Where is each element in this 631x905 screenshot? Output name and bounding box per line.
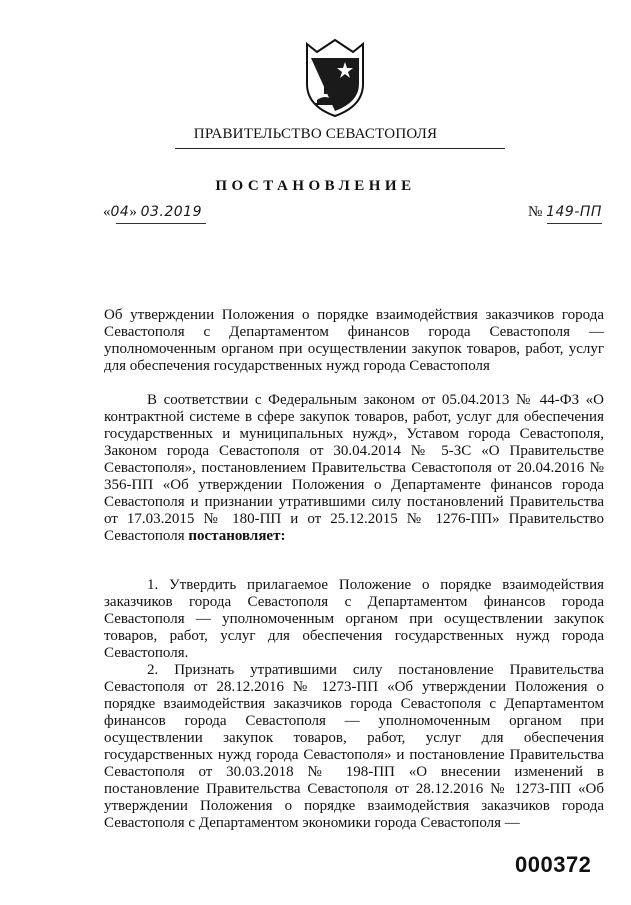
document-type: ПОСТАНОВЛЕНИЕ — [215, 178, 416, 194]
date-month-year: 03.2019 — [140, 204, 202, 220]
date-day: 04 — [110, 204, 130, 220]
number-value: 149-ПП — [546, 204, 602, 220]
list-item: 2. Признать утратившими силу постановление Правительства Севастополя от 28.12.2016 № 1273-ПП «Об утверждении Положения о порядке взаимодействия заказчиков города Севастополя с Департаментом финансов города Севастополя — уполномоченным органом при осуществлении закупок товаров, работ, услуг для обеспечения государственных нужд города Севастополя» и постановление Правительства Севастополя от 30.03.2018 № 198-ПП «О внесении изменений в постановление Правительства Севастополя от 28.12.2016 № 1273-ПП «Об утверждении Положения о порядке взаимодействия заказчиков города Севастополя с Департаментом экономики города Севастополя — — [104, 662, 604, 831]
document-date — [103, 204, 202, 221]
document-subject: Об утверждении Положения о порядке взаимодействия заказчиков города Севастополя с Департаментом финансов города Севастополя — уполномоченным органом при осуществлении закупок товаров, работ, услуг для обеспечения государственных нужд города Севастополя — [104, 307, 604, 374]
list-item: 1. Утвердить прилагаемое Положение о порядке взаимодействия заказчиков города Севастополя с Департаментом финансов города Севастополя — уполномоченным органом при осуществлении закупок товаров, работ, услуг для обеспечения государственных нужд города Севастополя. — [104, 577, 604, 661]
number-underline — [547, 223, 602, 224]
coat-of-arms-icon — [303, 38, 367, 118]
date-underline — [116, 223, 206, 224]
government-title: ПРАВИТЕЛЬСТВО СЕВАСТОПОЛЯ — [193, 126, 438, 142]
date-close-quote: » — [129, 204, 137, 220]
decree-word: постановляет: — [188, 528, 286, 544]
document-number — [528, 204, 602, 221]
serial-number: 000372 — [515, 852, 592, 877]
number-prefix: № — [528, 204, 543, 220]
preamble-text: В соответствии с Федеральным законом от 05.04.2013 № 44-ФЗ «О контрактной системе в сфере закупок товаров, работ, услуг для обеспечения государственных и муниципальных нужд», Уставом города Севастополя, Законом города Севастополя от 30.04.2014 № 5-ЗС «О Правительстве Севастополя», постановлением Правительства Севастополя от 20.04.2016 № 356-ПП «Об утверждении Положения о Департаменте финансов города Севастополя и признании утратившими силу постановлений Правительства от 17.03.2015 № 180-ПП и от 25.12.2015 № 1276-ПП» Правительство Севастополя — [104, 392, 604, 544]
preamble-paragraph — [104, 392, 604, 545]
title-divider — [175, 148, 505, 149]
date-open-quote: « — [103, 204, 111, 220]
